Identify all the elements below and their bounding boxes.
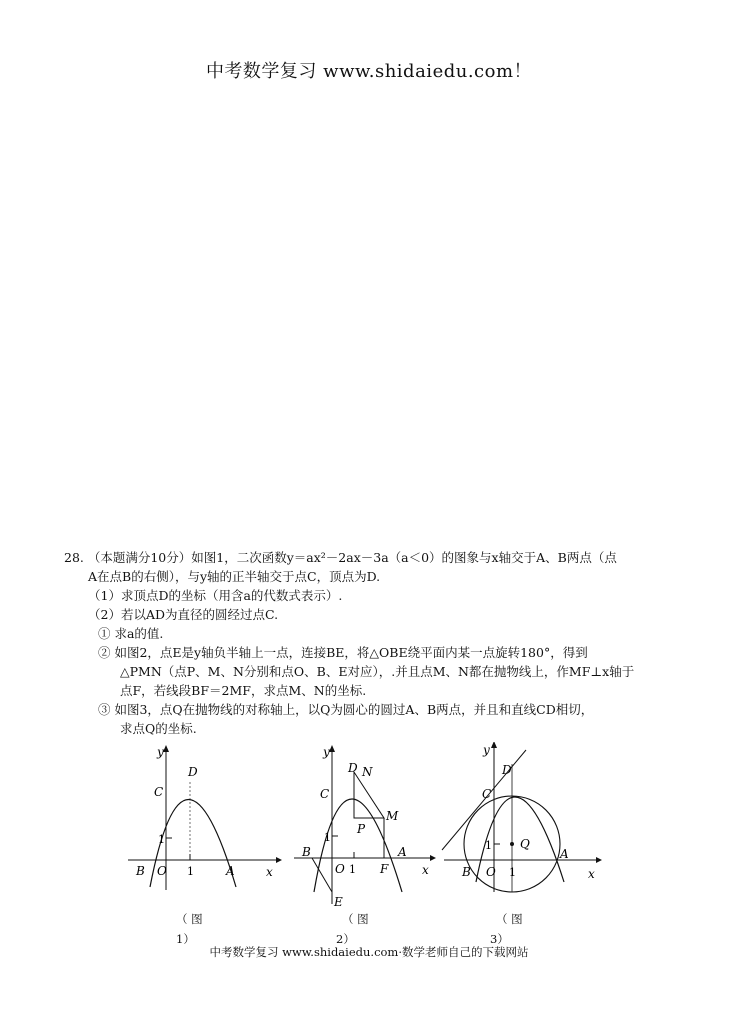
problem-line-4: （2）若以AD为直径的圆经过点C. (88, 607, 279, 622)
fig2-label-D: D (348, 761, 358, 775)
fig1-label-A: A (226, 864, 235, 878)
fig1-label-D: D (188, 765, 198, 779)
fig3-x-arrow (596, 857, 602, 863)
fig1-y-arrow (163, 745, 169, 752)
fig3-center-Q (510, 842, 514, 846)
figure-2 (290, 742, 440, 912)
fig3-label-A: A (560, 847, 569, 861)
problem-line-8: 点F，若线段BF＝2MF，求点M、N的坐标. (120, 683, 367, 698)
fig3-label-C: C (482, 787, 492, 801)
fig2-label-1y: 1 (324, 831, 331, 844)
fig2-label-M: M (386, 809, 399, 823)
fig1-label-1x: 1 (187, 865, 194, 878)
fig1-caption-top: （ 图 (176, 912, 203, 926)
fig2-label-F: F (380, 862, 389, 876)
fig3-label-y: y (483, 743, 490, 757)
page-header: 中考数学复习 www.shidaiedu.com！ (205, 61, 533, 82)
fig2-label-P: P (357, 822, 366, 836)
figure-1 (124, 742, 284, 892)
fig1-label-B: B (136, 864, 145, 878)
fig3-label-x: x (588, 867, 595, 881)
fig1-label-y: y (157, 745, 164, 759)
fig3-label-Q: Q (520, 837, 530, 851)
fig3-y-arrow (491, 742, 497, 748)
problem-line-3: （1）求顶点D的坐标（用含a的代数式表示）. (88, 588, 343, 603)
fig2-label-1x: 1 (349, 863, 356, 876)
fig2-label-x: x (422, 863, 429, 877)
fig2-label-B: B (302, 845, 311, 859)
fig1-label-x: x (266, 865, 273, 879)
page-footer: 中考数学复习 www.shidaiedu.com·数学老师自己的下载网站 (209, 945, 529, 959)
problem-line-9: ③ 如图3，点Q在抛物线的对称轴上，以Q为圆心的圆过A、B两点，并且和直线CD相切， (98, 702, 594, 717)
problem-line-10: 求点Q的坐标. (120, 721, 197, 736)
fig1-label-O: O (157, 864, 167, 878)
problem-line-1: 28. （本题满分10分）如图1，二次函数y＝ax²－2ax－3a（a＜0）的图象与x轴交于A、B两点（点 (64, 550, 617, 565)
fig2-label-E: E (334, 895, 343, 909)
fig3-label-O: O (486, 865, 496, 879)
fig1-label-1y: 1 (158, 833, 165, 846)
problem-line-7: △PMN（点P、M、N分别和点O、B、E对应），.并且点M、N都在抛物线上，作MF⊥x轴于 (120, 664, 635, 679)
fig3-caption-bottom: 3） (490, 932, 509, 946)
fig2-caption-bottom: 2） (336, 932, 355, 946)
problem-line-2: A在点B的右侧），与y轴的正半轴交于点C，顶点为D. (88, 569, 381, 584)
fig2-x-arrow (430, 855, 436, 861)
fig3-label-1x: 1 (509, 866, 516, 879)
fig2-label-N: N (362, 765, 373, 779)
fig3-caption-top: （ 图 (496, 912, 523, 926)
fig3-label-B: B (462, 865, 471, 879)
fig1-caption-bottom: 1） (176, 932, 195, 946)
fig1-label-C: C (154, 785, 164, 799)
fig3-label-D: D (502, 763, 512, 777)
fig2-label-O: O (335, 862, 345, 876)
problem-line-6: ② 如图2，点E是y轴负半轴上一点，连接BE，将△OBE绕平面内某一点旋转180°，得到 (98, 645, 588, 660)
fig2-caption-top: （ 图 (342, 912, 369, 926)
fig1-x-arrow (276, 857, 282, 863)
figure-3 (440, 742, 610, 902)
fig3-label-1y: 1 (485, 839, 492, 852)
problem-line-5: ① 求a的值. (98, 626, 164, 641)
fig2-label-y: y (323, 745, 330, 759)
fig2-label-C: C (320, 787, 330, 801)
fig2-y-arrow (329, 745, 335, 752)
fig2-label-A: A (398, 845, 407, 859)
problem-28 (64, 548, 684, 738)
